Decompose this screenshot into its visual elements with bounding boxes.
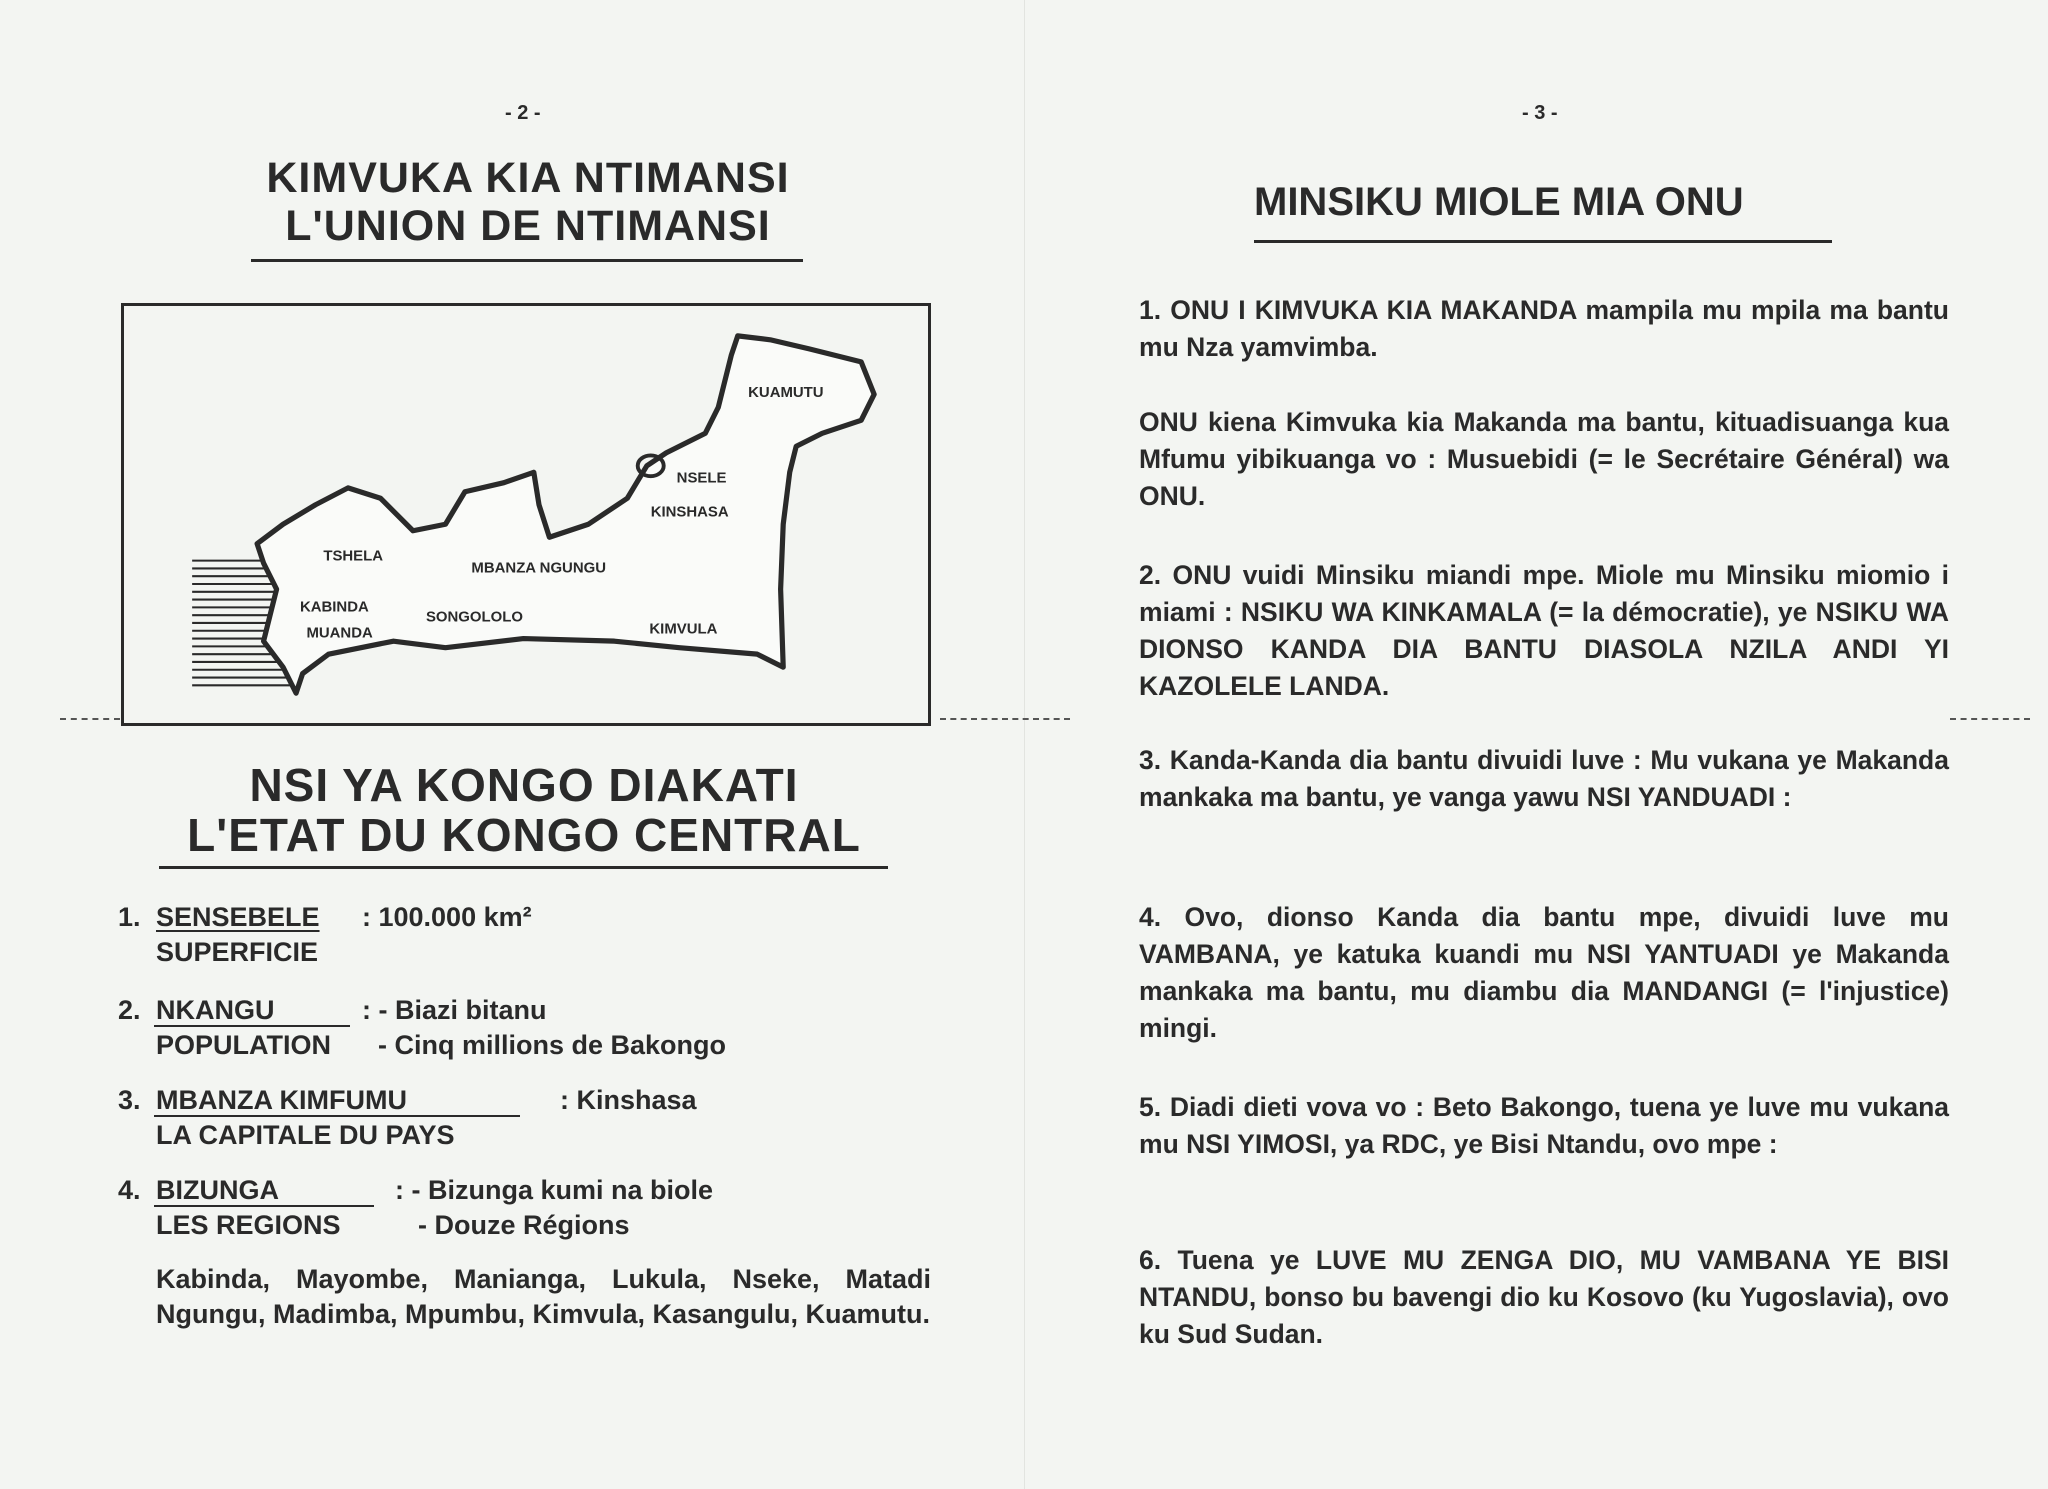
fact-4-value-1: : - Bizunga kumi na biole [395,1175,714,1205]
fact-2-translation: POPULATION [156,1030,331,1060]
left-subtitle-line-2: L'ETAT DU KONGO CENTRAL [187,809,861,861]
fold-line-center [940,718,1070,720]
right-title: MINSIKU MIOLE MIA ONU [1254,180,1744,224]
map-label-nsele: NSELE [676,469,727,487]
paragraph-1: 1. ONU I KIMVUKA KIA MAKANDA mampila mu mpila ma bantu mu Nza yamvimba. [1139,295,1949,362]
left-title-line-2: L'UNION DE NTIMANSI [285,202,771,250]
fact-4-value-2: - Douze Régions [418,1210,630,1240]
map-label-mbanza-ngungu: MBANZA NGUNGU [471,559,607,577]
fact-4-num: 4. [118,1175,141,1205]
fact-2-value-2: - Cinq millions de Bakongo [378,1030,727,1060]
right-title-underline [1254,240,1832,243]
paragraph-4: 4. Ovo, dionso Kanda dia bantu mpe, divuidi luve mu VAMBANA, ye katuka kuandi mu NSI YANTUADI ye Makanda mankaka ma bantu, mu diambu dia MANDANGI (= l'injustice) mingi. [1139,902,1949,1043]
kongo-central-map [121,303,931,726]
fold-line-left [60,718,120,720]
fact-2-term: NKANGU [156,995,275,1025]
fact-2-value-1: : - Biazi bitanu [362,995,547,1025]
page-spine [1024,0,1025,1489]
subtitle-underline [159,866,888,869]
map-label-kimvula: KIMVULA [649,620,718,638]
fact-2-underline [154,1025,350,1027]
fact-1-term: SENSEBELE [156,902,320,932]
fact-4-term: BIZUNGA [156,1175,279,1205]
paragraph-2: 2. ONU vuidi Minsiku miandi mpe. Miole mu Minsiku miomio i miami : NSIKU WA KINKAMALA (= la démocratie), ye NSIKU WA DIONSO KANDA DIA BANTU DIASOLA NZILA ANDI YI KAZOLELE LANDA. [1139,560,1949,701]
paragraph-5: 5. Diadi dieti vova vo : Beto Bakongo, tuena ye luve mu vukana mu NSI YIMOSI, ya RDC, ye Bisi Ntandu, ovo mpe : [1139,1092,1949,1159]
fact-3-term: MBANZA KIMFUMU [156,1085,407,1115]
map-label-kuamutu: KUAMUTU [748,383,824,401]
paragraph-6: 6. Tuena ye LUVE MU ZENGA DIO, MU VAMBANA YE BISI NTANDU, bonso bu bavengi dio ku Kosovo (ku Yugoslavia), ovo ku Sud Sudan. [1139,1245,1949,1349]
left-title-line-1: KIMVUKA KIA NTIMANSI [266,154,790,202]
fact-3-translation: LA CAPITALE DU PAYS [156,1120,455,1150]
page-number-right: - 3 - [1522,102,1558,124]
left-subtitle-line-1: NSI YA KONGO DIAKATI [249,759,799,811]
fact-4-underline [154,1205,374,1207]
map-label-tshela: TSHELA [323,547,384,565]
fact-3-num: 3. [118,1085,141,1115]
regions-list: Kabinda, Mayombe, Manianga, Lukula, Nseke, Matadi Ngungu, Madimba, Mpumbu, Kimvula, Kasangulu, Kuamutu. [156,1264,931,1329]
fact-1-num: 1. [118,902,141,932]
fact-2-num: 2. [118,995,141,1025]
paragraph-1b: ONU kiena Kimvuka kia Makanda ma bantu, kituadisuanga kua Mfumu yibikuanga vo : Musuebidi (= le Secrétaire Général) wa ONU. [1139,407,1949,511]
fact-3-underline [154,1115,520,1117]
fold-line-right [1950,718,2030,720]
fact-3-value: : Kinshasa [560,1085,697,1115]
map-label-songololo: SONGOLOLO [425,608,523,626]
page-number-left: - 2 - [505,102,541,124]
fact-1-translation: SUPERFICIE [156,937,319,967]
map-label-kabinda: KABINDA [299,598,369,616]
map-label-kinshasa: KINSHASA [650,503,729,521]
fact-1-value: : 100.000 km² [362,902,532,932]
map-outline [124,306,928,723]
fact-4-translation: LES REGIONS [156,1210,341,1240]
map-label-muanda: MUANDA [306,624,373,642]
paragraph-3: 3. Kanda-Kanda dia bantu divuidi luve : Mu vukana ye Makanda mankaka ma bantu, ye vanga yawu NSI YANDUADI : [1139,745,1949,812]
title-underline [251,259,803,262]
